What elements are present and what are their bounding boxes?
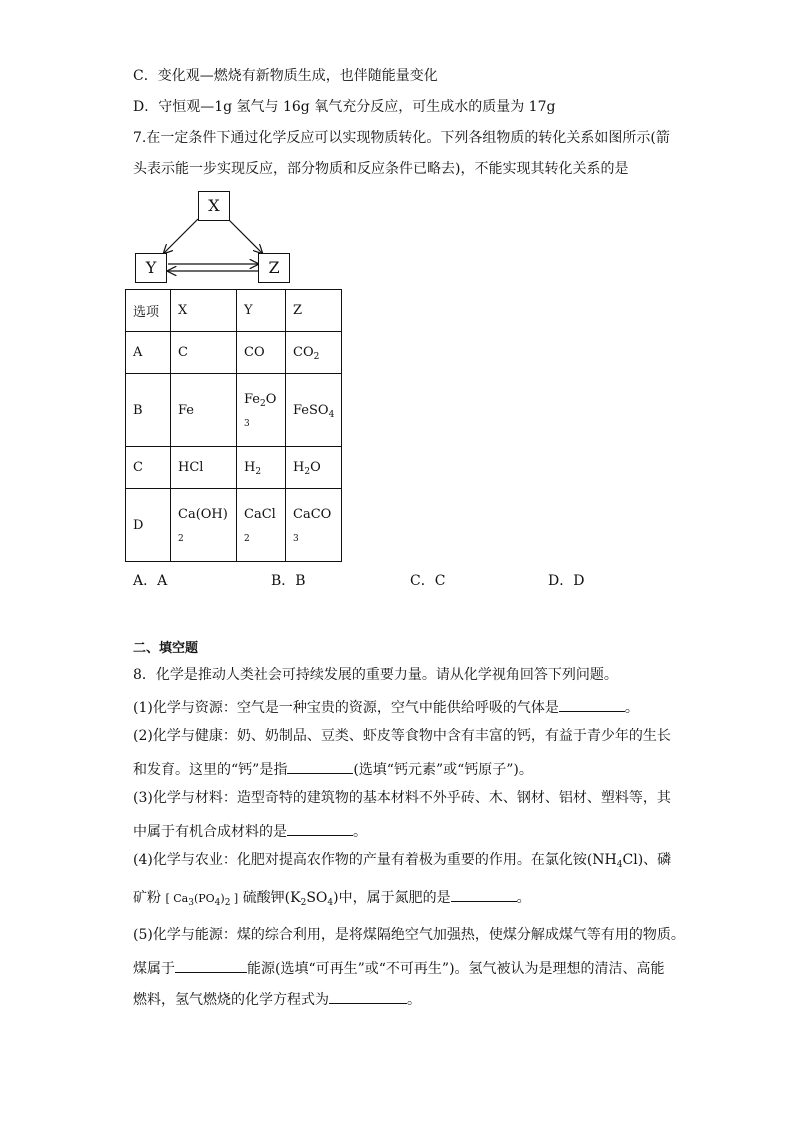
row-a-option: A (126, 332, 171, 374)
row-b-z: FeSO$_4$ (286, 374, 342, 447)
row-a-z: $CO_2$ (286, 332, 342, 374)
choice-a[interactable]: A．A (133, 573, 168, 589)
choice-c[interactable]: C．C (410, 573, 446, 589)
answer-blank-6[interactable] (329, 987, 407, 1004)
answer-blank-5[interactable] (175, 956, 247, 973)
q8-part3-line1: (3)化学与材料：造型奇特的建筑物的基本材料不外乎砖、木、钢材、铝材、塑料等，其 (133, 790, 671, 806)
table-row-d (126, 489, 342, 562)
row-c-y: $H_2$ (237, 447, 286, 489)
node-z: Z (258, 253, 290, 283)
phosphate-rock-formula: [ $Ca_3(PO_4)_2$ ] (165, 892, 239, 908)
answer-blank-3[interactable] (287, 819, 353, 836)
row-b-option: B (126, 374, 171, 447)
choice-b[interactable]: B．B (271, 573, 306, 589)
header-z: Z (286, 290, 342, 332)
table-row-b (126, 374, 342, 447)
choice-d[interactable]: D．D (548, 573, 585, 589)
header-y: Y (237, 290, 286, 332)
node-y: Y (135, 253, 167, 283)
q7-stem-line1: 7.在一定条件下通过化学反应可以实现物质转化。下列各组物质的转化关系如图所示(箭 (133, 130, 670, 146)
row-a-y: CO (237, 332, 286, 374)
table-row-c (126, 447, 342, 489)
q7-stem-line2: 头表示能一步实现反应，部分物质和反应条件已略去)，不能实现其转化关系的是 (133, 161, 629, 177)
row-c-z: $H_2O$ (286, 447, 342, 489)
q6-option-c: C．变化观—燃烧有新物质生成，也伴随能量变化 (133, 68, 438, 84)
section-title: 二、填空题 (133, 641, 199, 656)
row-d-x: Ca(OH) 2 (171, 489, 237, 562)
table-row-a (126, 332, 342, 374)
row-b-x: Fe (171, 374, 237, 447)
header-option: 选项 (126, 290, 171, 332)
row-a-x: C (171, 332, 237, 374)
row-c-option: C (126, 447, 171, 489)
q8-part5-line2: 煤属于 能源(选填“可再生”或“不可再生”)。氢气被认为是理想的清洁、高能 (133, 956, 665, 979)
q8-part5-line1: (5)化学与能源：煤的综合利用，是将煤隔绝空气加强热，使煤分解成煤气等有用的物质。 (133, 927, 685, 943)
row-b-y: $Fe_2O$ 3 (237, 374, 286, 447)
answer-blank-2[interactable] (287, 757, 353, 774)
row-d-z: CaCO 3 (286, 489, 342, 562)
arrow-x-to-y (164, 219, 198, 253)
q8-part4-line2: 矿粉 [ $Ca_3(PO_4)_2$ ] 硫酸钾$(K_2SO_4)$中，属于氮肥的是 。 (133, 885, 531, 909)
q8-intro: 8．化学是推动人类社会可持续发展的重要力量。请从化学视角回答下列问题。 (133, 667, 618, 683)
q8-part3-line2: 中属于有机合成材料的是 。 (133, 819, 367, 842)
header-x: X (171, 290, 237, 332)
conversion-diagram (120, 185, 300, 285)
table-header-row (126, 290, 342, 332)
q8-part5-line3: 燃料，氢气燃烧的化学方程式为 。 (133, 987, 421, 1010)
q8-part2-line2: 和发育。这里的“钙”是指 (选填“钙元素”或“钙原子”)。 (133, 757, 533, 780)
arrow-x-to-z (228, 219, 262, 253)
answer-blank-4[interactable] (451, 885, 517, 902)
q8-part1: (1)化学与资源：空气是一种宝贵的资源，空气中能供给呼吸的气体是 。 (133, 695, 639, 718)
q8-part2-line1: (2)化学与健康：奶、奶制品、豆类、虾皮等食物中含有丰富的钙，有益于青少年的生长 (133, 728, 671, 744)
node-x: X (198, 191, 230, 221)
row-d-y: CaCl 2 (237, 489, 286, 562)
answer-blank-1[interactable] (559, 695, 625, 712)
row-c-x: HCl (171, 447, 237, 489)
q8-part4-line1: (4)化学与农业：化肥对提高农作物的产量有着极为重要的作用。在氯化铵$(NH_4Cl)$、磷 (133, 852, 672, 870)
q6-option-d: D．守恒观—1g 氢气与 16g 氧气充分反应，可生成水的质量为 17g (133, 99, 556, 115)
row-d-option: D (126, 489, 171, 562)
options-table (125, 289, 342, 562)
